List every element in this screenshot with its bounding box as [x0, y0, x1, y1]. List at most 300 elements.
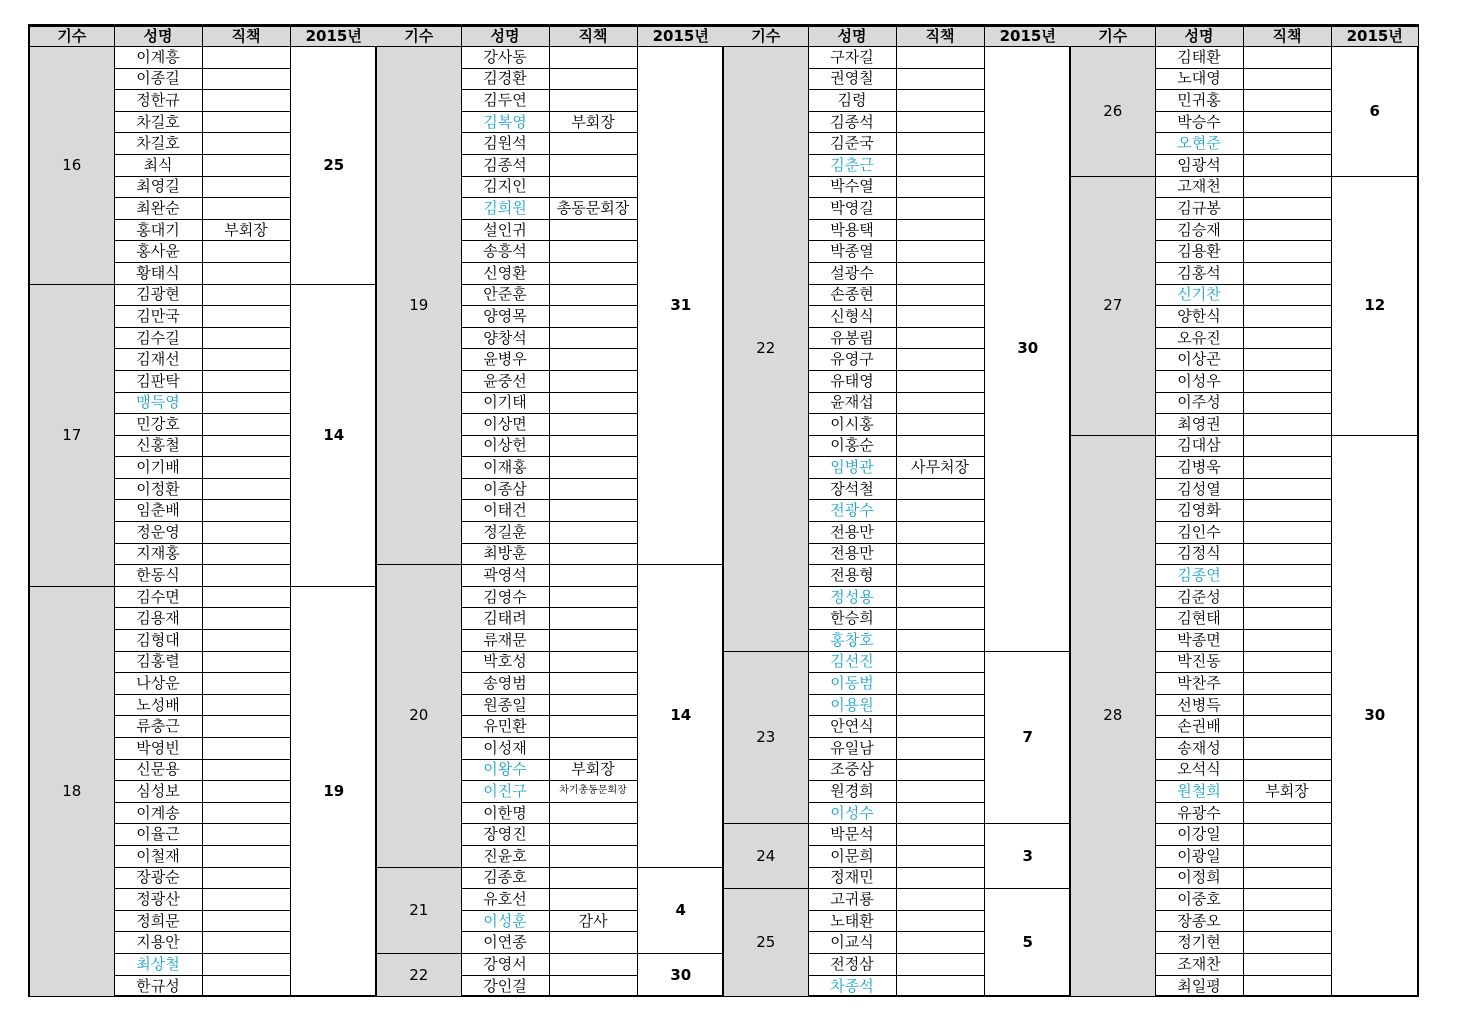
member-name: 김대삼 [1155, 435, 1243, 457]
member-name: 원종일 [461, 694, 549, 716]
member-name: 이중호 [1155, 889, 1243, 911]
member-count-2015: 25 [290, 47, 377, 285]
member-position [896, 176, 984, 198]
member-position [549, 543, 637, 565]
member-name: 최영길 [114, 176, 202, 198]
member-row [377, 867, 724, 889]
member-position [202, 932, 290, 954]
member-position [1243, 241, 1331, 263]
member-position [896, 781, 984, 803]
roster-column-4 [1071, 26, 1416, 995]
member-name: 황태식 [114, 262, 202, 284]
member-name: 진윤호 [461, 845, 549, 867]
member-position [896, 738, 984, 760]
member-name: 이교식 [808, 932, 896, 954]
member-position [896, 975, 984, 997]
member-position [896, 759, 984, 781]
member-name: 이율근 [114, 824, 202, 846]
member-position [896, 284, 984, 306]
member-position [202, 392, 290, 414]
member-position [202, 716, 290, 738]
member-position: 부회장 [202, 219, 290, 241]
member-position [896, 262, 984, 284]
member-position [549, 802, 637, 824]
member-name: 조재찬 [1155, 953, 1243, 975]
member-name: 홍대기 [114, 219, 202, 241]
member-position [549, 953, 637, 975]
member-position [549, 586, 637, 608]
member-position [549, 608, 637, 630]
member-name: 유태영 [808, 370, 896, 392]
member-name: 김태려 [461, 608, 549, 630]
member-position [202, 867, 290, 889]
generation-cell: 19 [377, 47, 461, 565]
member-name: 이성재 [461, 738, 549, 760]
member-position [896, 586, 984, 608]
member-name: 박승수 [1155, 111, 1243, 133]
member-position [1243, 414, 1331, 436]
member-name: 장영진 [461, 824, 549, 846]
member-name: 김종호 [461, 867, 549, 889]
member-position [549, 133, 637, 155]
member-name: 김수면 [114, 586, 202, 608]
generation-cell: 25 [724, 889, 808, 997]
member-position [896, 565, 984, 587]
generation-cell: 17 [30, 284, 114, 586]
member-name: 송영범 [461, 673, 549, 695]
member-position [896, 716, 984, 738]
member-position [1243, 392, 1331, 414]
member-position [1243, 889, 1331, 911]
header-generation: 기수 [724, 27, 808, 47]
member-position [896, 198, 984, 220]
member-name: 이강일 [1155, 824, 1243, 846]
member-position [202, 435, 290, 457]
member-name: 신기찬 [1155, 284, 1243, 306]
member-position [549, 565, 637, 587]
member-position [202, 262, 290, 284]
member-name: 신영환 [461, 262, 549, 284]
member-position [1243, 673, 1331, 695]
member-position [896, 306, 984, 328]
member-name: 차길호 [114, 133, 202, 155]
member-name: 김영수 [461, 586, 549, 608]
member-position [549, 284, 637, 306]
member-position [1243, 349, 1331, 371]
member-name: 임광석 [1155, 154, 1243, 176]
member-name: 이계송 [114, 802, 202, 824]
member-position [549, 435, 637, 457]
member-name: 안준훈 [461, 284, 549, 306]
member-name: 이기태 [461, 392, 549, 414]
member-name: 박종열 [808, 241, 896, 263]
member-name: 이왕수 [461, 759, 549, 781]
roster-table-2 [377, 26, 724, 997]
member-position [549, 262, 637, 284]
member-count-2015: 12 [1331, 176, 1418, 435]
member-name: 지재홍 [114, 543, 202, 565]
member-position: 차기총동문회장 [549, 781, 637, 803]
member-position: 부회장 [549, 759, 637, 781]
member-name: 이문희 [808, 845, 896, 867]
header-generation: 기수 [1071, 27, 1155, 47]
member-position [1243, 651, 1331, 673]
member-name: 김규봉 [1155, 198, 1243, 220]
member-name: 신문용 [114, 759, 202, 781]
member-name: 양영목 [461, 306, 549, 328]
member-name: 나상운 [114, 673, 202, 695]
member-position [202, 781, 290, 803]
member-name: 이한명 [461, 802, 549, 824]
member-position [896, 241, 984, 263]
member-position [896, 414, 984, 436]
member-position [1243, 694, 1331, 716]
member-position [896, 219, 984, 241]
member-row [30, 284, 377, 306]
member-row [377, 565, 724, 587]
member-name: 이정희 [1155, 867, 1243, 889]
member-name: 이주성 [1155, 392, 1243, 414]
member-name: 이진구 [461, 781, 549, 803]
member-position [896, 673, 984, 695]
member-name: 김준국 [808, 133, 896, 155]
member-name: 민강호 [114, 414, 202, 436]
generation-cell: 22 [377, 953, 461, 996]
header-position: 직책 [896, 27, 984, 47]
member-position: 부회장 [549, 111, 637, 133]
member-position [549, 522, 637, 544]
member-position [896, 845, 984, 867]
member-position [549, 716, 637, 738]
member-position [1243, 953, 1331, 975]
member-name: 이철재 [114, 845, 202, 867]
member-position [549, 630, 637, 652]
member-name: 최일평 [1155, 975, 1243, 997]
member-position [202, 889, 290, 911]
member-position [549, 867, 637, 889]
member-name: 원철희 [1155, 781, 1243, 803]
member-name: 신홍철 [114, 435, 202, 457]
roster-sheet [28, 24, 1419, 997]
member-name: 정재민 [808, 867, 896, 889]
member-name: 김희원 [461, 198, 549, 220]
member-name: 오석식 [1155, 759, 1243, 781]
member-position [1243, 154, 1331, 176]
member-position [202, 975, 290, 997]
member-position [202, 47, 290, 69]
member-count-2015: 30 [637, 953, 724, 996]
member-position [896, 522, 984, 544]
member-name: 김인수 [1155, 522, 1243, 544]
member-position [549, 694, 637, 716]
member-name: 이홍순 [808, 435, 896, 457]
generation-cell: 28 [1071, 435, 1155, 996]
member-position [202, 90, 290, 112]
member-position [1243, 608, 1331, 630]
member-position [549, 889, 637, 911]
member-name: 정희문 [114, 910, 202, 932]
member-position [896, 630, 984, 652]
member-position [549, 370, 637, 392]
member-count-2015: 4 [637, 867, 724, 953]
member-position [1243, 543, 1331, 565]
member-position [896, 90, 984, 112]
member-position [1243, 759, 1331, 781]
member-name: 김수길 [114, 327, 202, 349]
member-name: 전용형 [808, 565, 896, 587]
member-name: 정길훈 [461, 522, 549, 544]
member-row [377, 953, 724, 975]
member-position [202, 586, 290, 608]
member-name: 윤중선 [461, 370, 549, 392]
member-name: 최영권 [1155, 414, 1243, 436]
member-name: 지용안 [114, 932, 202, 954]
member-position [896, 867, 984, 889]
member-name: 양한식 [1155, 306, 1243, 328]
member-name: 박문석 [808, 824, 896, 846]
member-position [549, 219, 637, 241]
member-position [896, 932, 984, 954]
member-row [30, 586, 377, 608]
member-position [549, 327, 637, 349]
generation-cell: 23 [724, 651, 808, 824]
member-position [549, 414, 637, 436]
member-position [549, 845, 637, 867]
header-name: 성명 [114, 27, 202, 47]
member-name: 심성보 [114, 781, 202, 803]
member-position [202, 284, 290, 306]
member-position [1243, 198, 1331, 220]
member-position [1243, 284, 1331, 306]
member-position [1243, 975, 1331, 997]
member-position [1243, 435, 1331, 457]
member-name: 차길호 [114, 111, 202, 133]
member-position [1243, 824, 1331, 846]
member-position [202, 845, 290, 867]
member-name: 전정삼 [808, 953, 896, 975]
member-position [1243, 133, 1331, 155]
generation-cell: 26 [1071, 47, 1155, 177]
member-name: 최식 [114, 154, 202, 176]
member-name: 김종석 [808, 111, 896, 133]
member-name: 구자길 [808, 47, 896, 69]
member-position [549, 392, 637, 414]
member-position [896, 68, 984, 90]
member-name: 임병관 [808, 457, 896, 479]
member-name: 정성용 [808, 586, 896, 608]
member-name: 박영빈 [114, 738, 202, 760]
member-position [896, 500, 984, 522]
member-name: 박용택 [808, 219, 896, 241]
member-position [896, 543, 984, 565]
member-name: 박수열 [808, 176, 896, 198]
member-name: 안연식 [808, 716, 896, 738]
member-position [896, 133, 984, 155]
header-generation: 기수 [377, 27, 461, 47]
header-year: 2015년 [637, 27, 724, 47]
member-name: 이정환 [114, 478, 202, 500]
member-name: 박종면 [1155, 630, 1243, 652]
member-name: 김태환 [1155, 47, 1243, 69]
member-position [549, 673, 637, 695]
roster-table-1 [30, 26, 377, 997]
member-position [1243, 716, 1331, 738]
member-position [896, 392, 984, 414]
header-name: 성명 [461, 27, 549, 47]
member-name: 김성열 [1155, 478, 1243, 500]
member-name: 이종길 [114, 68, 202, 90]
member-name: 이기배 [114, 457, 202, 479]
member-position [202, 802, 290, 824]
member-name: 이시홍 [808, 414, 896, 436]
member-name: 박찬주 [1155, 673, 1243, 695]
member-position [896, 910, 984, 932]
member-count-2015: 31 [637, 47, 724, 565]
member-position [1243, 522, 1331, 544]
header-generation: 기수 [30, 27, 114, 47]
member-position: 총동문회장 [549, 198, 637, 220]
member-position [202, 759, 290, 781]
member-name: 한규성 [114, 975, 202, 997]
member-name: 유봉림 [808, 327, 896, 349]
member-name: 오현준 [1155, 133, 1243, 155]
member-name: 최방훈 [461, 543, 549, 565]
member-position [202, 370, 290, 392]
member-position [549, 975, 637, 997]
member-name: 김판탁 [114, 370, 202, 392]
member-name: 이상헌 [461, 435, 549, 457]
member-name: 강인걸 [461, 975, 549, 997]
member-position [549, 68, 637, 90]
member-position [1243, 90, 1331, 112]
member-row [1071, 176, 1418, 198]
member-name: 송재성 [1155, 738, 1243, 760]
member-name: 유민환 [461, 716, 549, 738]
member-name: 김경환 [461, 68, 549, 90]
member-name: 김종연 [1155, 565, 1243, 587]
member-position [202, 824, 290, 846]
member-position [202, 154, 290, 176]
member-name: 양창석 [461, 327, 549, 349]
header-position: 직책 [202, 27, 290, 47]
member-name: 이성수 [808, 802, 896, 824]
member-position [1243, 47, 1331, 69]
member-position [202, 68, 290, 90]
member-position [202, 349, 290, 371]
member-position [896, 111, 984, 133]
member-position [202, 694, 290, 716]
header-name: 성명 [808, 27, 896, 47]
member-name: 정운영 [114, 522, 202, 544]
member-name: 김지인 [461, 176, 549, 198]
member-name: 고귀룡 [808, 889, 896, 911]
member-position [202, 910, 290, 932]
member-position [549, 738, 637, 760]
member-position [1243, 68, 1331, 90]
member-position [202, 543, 290, 565]
member-position [1243, 457, 1331, 479]
member-name: 손종현 [808, 284, 896, 306]
member-name: 최상철 [114, 953, 202, 975]
member-name: 강영서 [461, 953, 549, 975]
member-position [549, 478, 637, 500]
member-position [202, 673, 290, 695]
member-name: 권영칠 [808, 68, 896, 90]
member-name: 이성우 [1155, 370, 1243, 392]
member-name: 맹득영 [114, 392, 202, 414]
member-name: 조중삼 [808, 759, 896, 781]
member-name: 이종삼 [461, 478, 549, 500]
member-position [202, 608, 290, 630]
member-position: 감사 [549, 910, 637, 932]
member-position [202, 630, 290, 652]
member-position [1243, 867, 1331, 889]
member-name: 설광수 [808, 262, 896, 284]
member-position [1243, 802, 1331, 824]
member-position [1243, 306, 1331, 328]
member-name: 이상면 [461, 414, 549, 436]
member-name: 유광수 [1155, 802, 1243, 824]
member-position [202, 500, 290, 522]
member-name: 정한규 [114, 90, 202, 112]
member-position [202, 241, 290, 263]
member-position [1243, 111, 1331, 133]
member-count-2015: 7 [984, 651, 1071, 824]
member-count-2015: 30 [1331, 435, 1418, 996]
member-position [896, 435, 984, 457]
member-name: 김만국 [114, 306, 202, 328]
member-name: 김홍렬 [114, 651, 202, 673]
member-name: 강사동 [461, 47, 549, 69]
member-name: 신형식 [808, 306, 896, 328]
member-position [1243, 500, 1331, 522]
member-position [1243, 176, 1331, 198]
member-name: 김영화 [1155, 500, 1243, 522]
member-row [724, 889, 1071, 911]
member-position [896, 327, 984, 349]
member-name: 이동범 [808, 673, 896, 695]
member-position [202, 457, 290, 479]
member-name: 선병득 [1155, 694, 1243, 716]
member-name: 전용만 [808, 543, 896, 565]
member-position: 사무처장 [896, 457, 984, 479]
roster-column-2 [377, 26, 724, 995]
member-position [896, 370, 984, 392]
member-name: 김용재 [114, 608, 202, 630]
header-position: 직책 [549, 27, 637, 47]
member-position [896, 694, 984, 716]
member-name: 이성훈 [461, 910, 549, 932]
member-position [896, 953, 984, 975]
member-position [202, 133, 290, 155]
member-name: 김복영 [461, 111, 549, 133]
member-position [549, 241, 637, 263]
member-position [202, 176, 290, 198]
member-name: 홍창호 [808, 630, 896, 652]
member-position [202, 651, 290, 673]
member-name: 전용만 [808, 522, 896, 544]
member-name: 정광산 [114, 889, 202, 911]
member-position [549, 306, 637, 328]
member-name: 임춘배 [114, 500, 202, 522]
member-name: 김형대 [114, 630, 202, 652]
member-position [202, 565, 290, 587]
generation-cell: 21 [377, 867, 461, 953]
member-row [377, 47, 724, 69]
member-name: 한동식 [114, 565, 202, 587]
member-position [549, 500, 637, 522]
member-name: 김광현 [114, 284, 202, 306]
